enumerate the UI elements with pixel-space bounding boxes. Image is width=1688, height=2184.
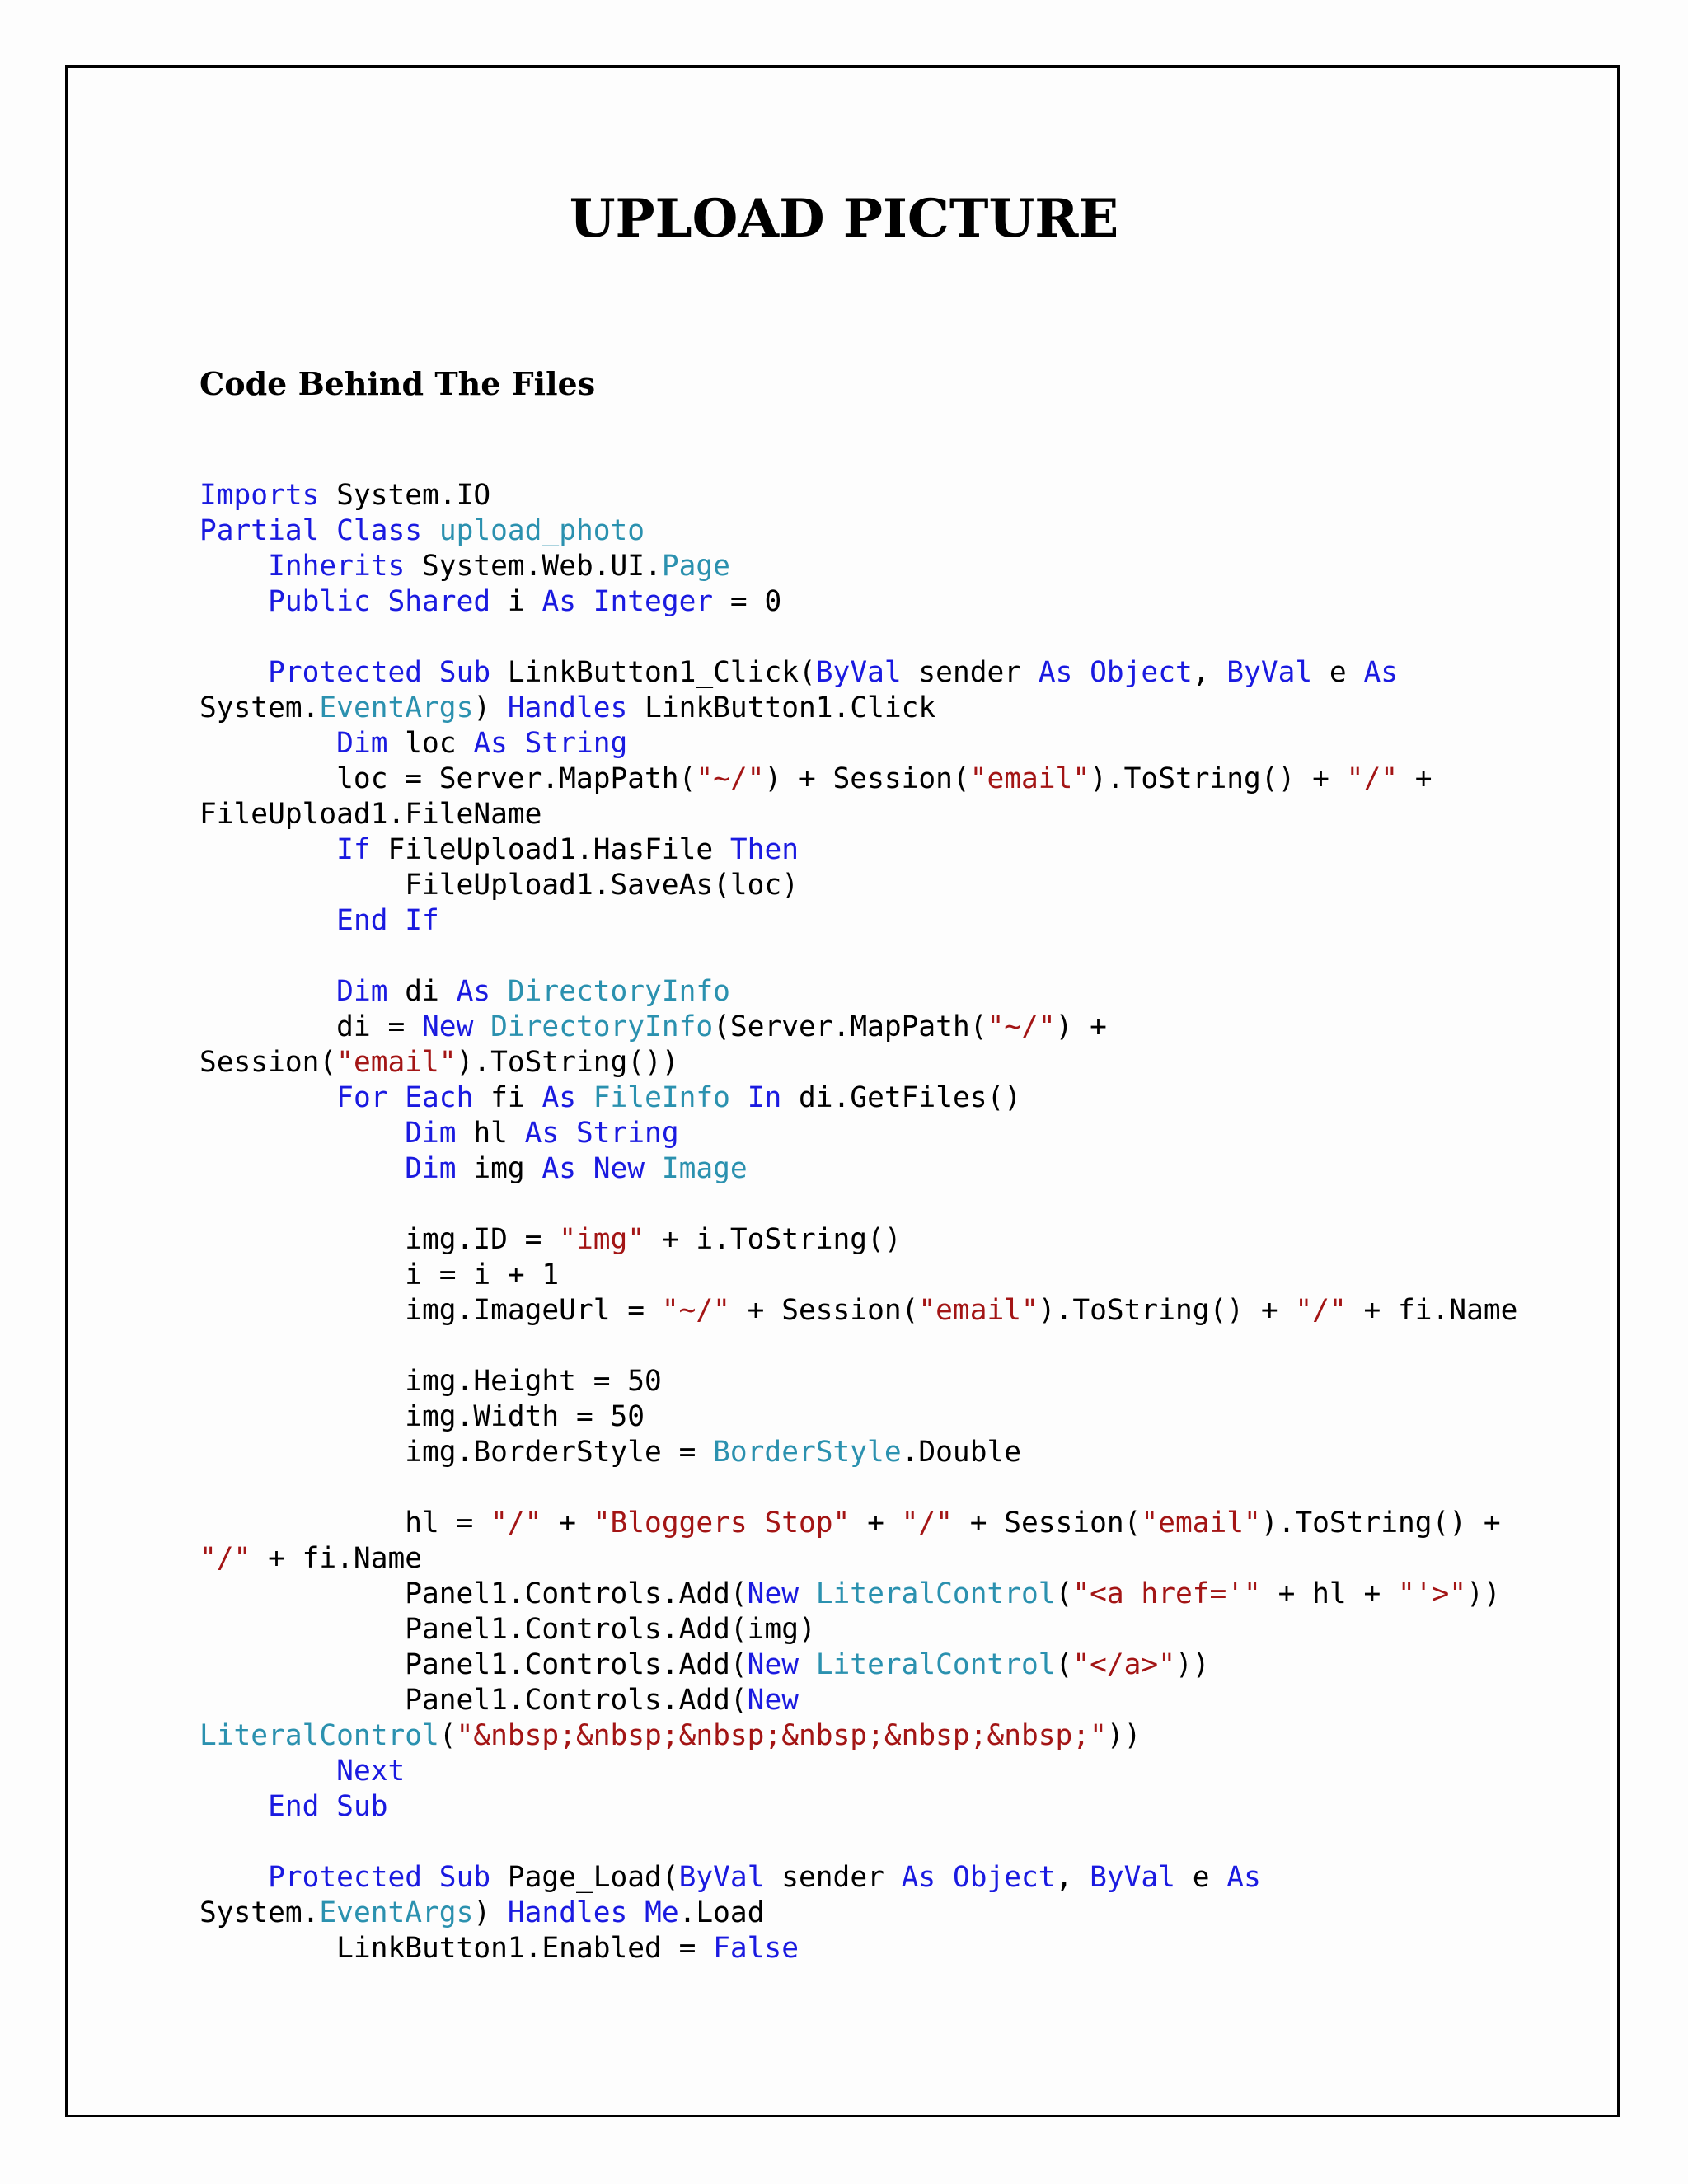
code-token: "/"	[901, 1507, 953, 1540]
code-token	[199, 1755, 336, 1788]
code-token: +	[1397, 762, 1432, 795]
code-token: Session(	[199, 1046, 337, 1079]
code-token: img.BorderStyle =	[199, 1436, 714, 1469]
code-token: img.ImageUrl =	[199, 1294, 662, 1327]
code-line	[199, 1329, 1601, 1364]
code-token: "img"	[559, 1223, 645, 1256]
code-line	[199, 1541, 1601, 1577]
code-line	[199, 1258, 1601, 1293]
code-token: Then	[729, 833, 799, 866]
code-token: "Bloggers Stop"	[593, 1507, 851, 1540]
code-line	[199, 478, 1601, 513]
code-token: di	[387, 975, 457, 1008]
code-token: EventArgs	[319, 1896, 474, 1929]
code-token: + hl +	[1260, 1577, 1398, 1610]
code-token: (	[1055, 1577, 1073, 1610]
code-token	[576, 1081, 593, 1114]
code-line	[199, 726, 1601, 762]
code-token: "</a>"	[1072, 1648, 1175, 1681]
code-token: (Server.MapPath(	[713, 1010, 987, 1043]
code-token: i = i + 1	[199, 1258, 560, 1291]
code-token: New	[747, 1577, 799, 1610]
code-token: hl =	[199, 1507, 491, 1540]
page-title: UPLOAD PICTURE	[569, 188, 1119, 250]
code-token: As	[456, 975, 491, 1008]
code-token: EventArgs	[319, 691, 474, 724]
code-token: )	[473, 1896, 508, 1929]
code-token: + i.ToString()	[645, 1223, 902, 1256]
code-token: As	[1226, 1861, 1261, 1894]
code-token: "~/"	[696, 762, 765, 795]
code-line	[199, 1896, 1601, 1931]
code-line	[199, 691, 1601, 726]
code-token: ).ToString() +	[1090, 762, 1347, 795]
code-token: Panel1.Controls.Add(	[199, 1648, 748, 1681]
code-token	[490, 975, 508, 1008]
code-token: i	[490, 585, 542, 618]
code-token: As Object	[901, 1861, 1056, 1894]
code-token: +	[850, 1507, 902, 1540]
code-token: Protected Sub	[268, 656, 491, 689]
code-line	[199, 1577, 1601, 1612]
code-token: FileUpload1.FileName	[199, 798, 542, 831]
code-token: Dim	[336, 727, 388, 760]
code-token: Next	[336, 1755, 406, 1788]
code-token: Me	[645, 1896, 679, 1929]
code-token: If	[336, 833, 371, 866]
code-token: "'>"	[1398, 1577, 1467, 1610]
code-token: "email"	[336, 1046, 457, 1079]
code-token: e	[1175, 1861, 1227, 1894]
code-token: As New	[542, 1152, 645, 1185]
code-token	[199, 1152, 405, 1185]
code-line	[199, 832, 1601, 868]
code-token: loc = Server.MapPath(	[199, 762, 696, 795]
code-line	[199, 1364, 1601, 1399]
code-token: DirectoryInfo	[507, 975, 730, 1008]
code-token: sender	[901, 656, 1039, 689]
code-token: BorderStyle	[713, 1436, 902, 1469]
code-token	[645, 1152, 662, 1185]
code-token: ,	[1055, 1861, 1090, 1894]
code-token: ByVal	[678, 1861, 765, 1894]
code-token: As String	[473, 727, 628, 760]
code-token: img	[456, 1152, 542, 1185]
code-token: FileInfo	[593, 1081, 730, 1114]
code-token: e	[1312, 656, 1364, 689]
code-token: End If	[336, 904, 439, 937]
code-line	[199, 1754, 1601, 1789]
code-token: LinkButton1_Click(	[490, 656, 816, 689]
code-line	[199, 1116, 1601, 1151]
code-token: di.GetFiles()	[781, 1081, 1022, 1114]
code-token: ))	[1106, 1719, 1142, 1752]
code-token: ByVal	[1226, 656, 1313, 689]
code-line	[199, 1931, 1601, 1966]
code-line	[199, 1860, 1601, 1896]
code-token: di =	[199, 1010, 423, 1043]
code-token	[199, 975, 336, 1008]
code-token	[199, 727, 336, 760]
code-token: LiteralControl	[815, 1577, 1056, 1610]
code-token: As Integer	[542, 585, 714, 618]
code-token	[627, 1896, 645, 1929]
code-token: "/"	[1346, 762, 1398, 795]
code-token: ,	[1192, 656, 1227, 689]
code-line	[199, 549, 1601, 584]
code-token: FileUpload1.HasFile	[370, 833, 730, 866]
code-line	[199, 1080, 1601, 1116]
code-line	[199, 762, 1601, 797]
code-token: As	[542, 1081, 576, 1114]
code-token: New	[747, 1648, 799, 1681]
code-token: Panel1.Controls.Add(	[199, 1577, 748, 1610]
code-token: "/"	[199, 1542, 251, 1575]
code-line	[199, 1151, 1601, 1187]
code-token	[199, 1117, 405, 1150]
code-token: Panel1.Controls.Add(img)	[199, 1613, 816, 1646]
code-line	[199, 1010, 1601, 1045]
code-line	[199, 1399, 1601, 1435]
code-token: "~/"	[987, 1010, 1056, 1043]
code-token: ) + Session(	[764, 762, 970, 795]
code-token: img.ID =	[199, 1223, 560, 1256]
code-line	[199, 655, 1601, 691]
code-token: "<a href='"	[1072, 1577, 1261, 1610]
code-token: upload_photo	[438, 514, 645, 547]
code-token: + fi.Name	[251, 1542, 423, 1575]
code-token: .Double	[901, 1436, 1022, 1469]
code-line	[199, 1222, 1601, 1258]
code-token: sender	[764, 1861, 902, 1894]
code-token	[730, 1081, 748, 1114]
code-token: = 0	[713, 585, 782, 618]
code-line	[199, 1718, 1601, 1754]
code-line	[199, 974, 1601, 1010]
code-line	[199, 1435, 1601, 1470]
code-token: (	[1055, 1648, 1073, 1681]
code-token	[199, 585, 268, 618]
code-token: System.IO	[319, 479, 491, 512]
code-line	[199, 1506, 1601, 1541]
code-token: ) +	[1055, 1010, 1107, 1043]
code-token: (	[438, 1719, 457, 1752]
code-line	[199, 1045, 1601, 1080]
code-token: "/"	[1295, 1294, 1347, 1327]
code-line	[199, 1647, 1601, 1683]
code-token: New	[747, 1684, 799, 1717]
code-token: Handles	[507, 1896, 628, 1929]
code-token: LiteralControl	[815, 1648, 1056, 1681]
code-line	[199, 903, 1601, 939]
code-token: New	[422, 1010, 474, 1043]
code-line	[199, 868, 1601, 903]
code-line	[199, 620, 1601, 655]
code-token: hl	[456, 1117, 525, 1150]
code-token: "email"	[1141, 1507, 1261, 1540]
code-token: Dim	[336, 975, 388, 1008]
code-token	[199, 1790, 268, 1823]
code-token: ByVal	[815, 656, 902, 689]
code-line	[199, 797, 1601, 832]
code-token: Dim	[405, 1117, 457, 1150]
code-token	[199, 833, 336, 866]
code-token: Inherits	[268, 550, 406, 583]
code-token: As String	[524, 1117, 679, 1150]
code-token: Page_Load(	[490, 1861, 679, 1894]
code-token	[422, 514, 439, 547]
section-heading: Code Behind The Files	[199, 365, 596, 402]
code-token	[199, 904, 336, 937]
code-token	[473, 1010, 490, 1043]
code-line	[199, 1187, 1601, 1222]
code-token: System.Web.UI.	[405, 550, 662, 583]
code-token: Partial Class	[199, 514, 423, 547]
code-token: + Session(	[729, 1294, 919, 1327]
code-token: Image	[661, 1152, 748, 1185]
code-token	[199, 1861, 268, 1894]
code-token: Panel1.Controls.Add(	[199, 1684, 748, 1717]
code-token: LiteralControl	[199, 1719, 439, 1752]
code-token: ))	[1466, 1577, 1501, 1610]
code-token: +	[542, 1507, 593, 1540]
code-line	[199, 513, 1601, 549]
code-token: System.	[199, 1896, 320, 1929]
code-token: loc	[387, 727, 474, 760]
code-token: + fi.Name	[1346, 1294, 1518, 1327]
code-token: As Object	[1038, 656, 1193, 689]
code-token: Public Shared	[268, 585, 491, 618]
code-token: System.	[199, 691, 320, 724]
code-line	[199, 1789, 1601, 1825]
code-token: Imports	[199, 479, 320, 512]
code-token: DirectoryInfo	[490, 1010, 714, 1043]
code-token: fi	[473, 1081, 542, 1114]
code-token	[799, 1648, 816, 1681]
code-token: Handles	[507, 691, 628, 724]
code-token: "email"	[969, 762, 1090, 795]
code-token: Protected Sub	[268, 1861, 491, 1894]
code-token: ).ToString() +	[1260, 1507, 1501, 1540]
code-token: LinkButton1.Enabled =	[199, 1932, 714, 1965]
code-line	[199, 584, 1601, 620]
code-token: ).ToString() +	[1038, 1294, 1296, 1327]
code-token: In	[747, 1081, 782, 1114]
code-token: As	[1363, 656, 1399, 689]
code-token: False	[713, 1932, 799, 1965]
code-token: "email"	[918, 1294, 1039, 1327]
code-token: FileUpload1.SaveAs(loc)	[199, 869, 799, 902]
code-token: img.Width = 50	[199, 1400, 645, 1433]
code-token: "/"	[490, 1507, 542, 1540]
code-token: For Each	[336, 1081, 474, 1114]
code-line	[199, 1612, 1601, 1647]
code-line	[199, 1470, 1601, 1506]
code-line	[199, 939, 1601, 974]
code-token: LinkButton1.Click	[627, 691, 936, 724]
code-token: ).ToString())	[456, 1046, 679, 1079]
code-token	[199, 656, 268, 689]
code-line	[199, 1293, 1601, 1329]
code-line	[199, 1825, 1601, 1860]
code-token	[799, 1577, 816, 1610]
code-block	[199, 478, 1601, 1966]
code-token: + Session(	[952, 1507, 1142, 1540]
code-token: ByVal	[1090, 1861, 1175, 1894]
code-token: End Sub	[268, 1790, 388, 1823]
code-token: .Load	[678, 1896, 765, 1929]
code-token: Page	[661, 550, 730, 583]
code-token	[199, 1081, 336, 1114]
code-token: ))	[1175, 1648, 1210, 1681]
code-token: img.Height = 50	[199, 1365, 662, 1398]
code-line	[199, 1683, 1601, 1718]
code-token: "~/"	[661, 1294, 730, 1327]
code-token: Dim	[405, 1152, 457, 1185]
code-token	[199, 550, 268, 583]
code-token: "&nbsp;&nbsp;&nbsp;&nbsp;&nbsp;&nbsp;"	[456, 1719, 1107, 1752]
code-token: )	[473, 691, 508, 724]
